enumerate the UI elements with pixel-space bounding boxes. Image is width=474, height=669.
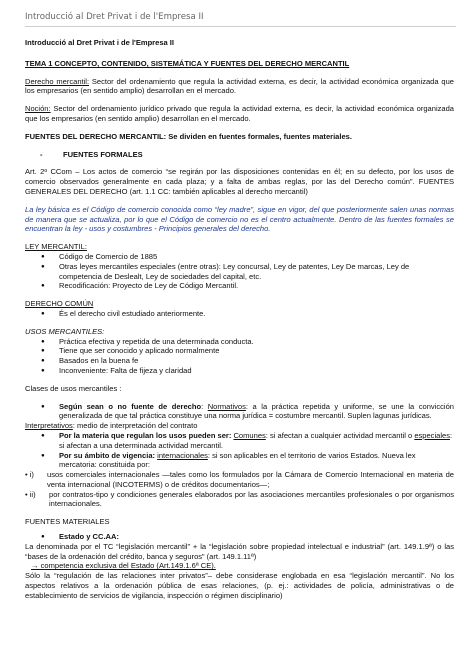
list-item: ● Recodificación: Proyecto de Ley de Código Mercantil. bbox=[25, 281, 454, 291]
usos-list bbox=[25, 337, 454, 376]
item-lead: Según sean o no fuente de derecho bbox=[59, 401, 202, 411]
definition-text: Sector del ordenamiento que regula la actividad externa, es decir, la actividad económica organizada que los empresarios (en sentido amplio) desarrollan en el mercado. bbox=[25, 76, 454, 96]
document-body bbox=[25, 36, 454, 601]
tema-heading: TEMA 1 CONCEPTO, CONTENIDO, SISTEMÁTICA Y FUENTES DEL DERECHO MERCANTIL bbox=[25, 58, 350, 68]
item-text: : si son aplicables en el territorio de varios Estados. Nueva lex mercatoria: constituida por: bbox=[59, 450, 416, 470]
item-marker: • ii) bbox=[25, 489, 36, 499]
clases-list bbox=[25, 402, 454, 422]
list-item: ● Práctica efectiva y repetida de una determinada conducta. bbox=[25, 337, 454, 347]
usos-heading: USOS MERCANTILES: bbox=[25, 326, 105, 336]
ley-mercantil-heading: LEY MERCANTIL: bbox=[25, 242, 87, 252]
header-divider bbox=[25, 26, 456, 27]
doc-title: Introducció al Dret Privat i de l'Empresa II bbox=[25, 38, 175, 47]
ley-basica-paragraph: La ley básica es el Código de comercio conocida como “ley madre”, sigue en vigor, del que posteriormente salen unas normas de manera que se actualiza, por lo que el Código de comercio no es el centro actualmente. Dentro de las fuentes formales se encuentran la ley - usos y costumbres - Principios generales del derecho. bbox=[25, 204, 454, 234]
lex-mercatoria-item-1 bbox=[25, 470, 454, 490]
list-item: ● Inconveniente: Falta de fijeza y claridad bbox=[25, 366, 454, 376]
lex-mercatoria-item-2 bbox=[25, 490, 454, 510]
item-text: : si afectan a una determinada actividad mercantil. bbox=[59, 430, 453, 450]
item-term: Comunes bbox=[233, 430, 266, 440]
list-item: ● Estado y CC.AA: bbox=[25, 532, 454, 542]
list-item: ● Otras leyes mercantiles especiales (entre otras): Ley concursal, Ley de patentes, Ley De marcas, Ley de competencia de Deslealt, Ley de sociedades del capital, etc. bbox=[25, 262, 454, 282]
item-term: especiales bbox=[414, 430, 450, 440]
item-text: usos comerciales internacionales —tales como los formulados por la Cámara de Comercio Internacional en materia de venta internacional (INCOTERMS) o de créditos documentarios—; bbox=[47, 470, 454, 489]
fuentes-materiales-list bbox=[25, 532, 454, 542]
solo-paragraph: Sólo la “regulación de las relaciones inter privatos”– debe considerase englobada en esa “legislación mercantil”. No los aspectos relativos a la ordenación pública de esas relaciones, (p. ej.: actividades de policía, administrativas o de establecimiento de servicios de vigilancia, inspección o régimen disciplinario) bbox=[25, 571, 454, 600]
fuentes-formales-heading: - FUENTES FORMALES bbox=[25, 150, 454, 160]
item-term: Normativos bbox=[207, 401, 246, 411]
list-item bbox=[25, 431, 454, 451]
tc-paragraph: La denominada por el TC “legislación mercantil” + la “legislación sobre propiedad intelectual e industrial” (art. 149.1.9ª) o las “bases de la ordenación del crédito, banca y seguros” (art. 149.1.11ª) bbox=[25, 541, 454, 561]
competencia-line: → competencia exclusiva del Estado (Art.149.1.6ª CE). bbox=[31, 561, 216, 571]
definition-nocion bbox=[25, 104, 454, 124]
item-text: : si afectan a cualquier actividad mercantil o bbox=[265, 430, 413, 440]
item-text: : a la práctica repetida y uniforme, se une la convicción generalizada de que tal práctica constituye una norma jurídica = costumbre mercantil. Suplen lagunas jurídicas. bbox=[59, 401, 454, 421]
definition-text: Sector del ordenamiento jurídico privado que regula la actividad externa, es decir, la actividad económica organizada que los empresarios (en sentido amplio) desarrollan en el mercado. bbox=[25, 104, 454, 123]
derecho-comun-list bbox=[25, 309, 454, 319]
list-item: ● Basados en la buena fe bbox=[25, 356, 454, 366]
derecho-comun-heading: DERECHO COMÚN bbox=[25, 299, 94, 309]
list-item: ● Código de Comercio de 1885 bbox=[25, 252, 454, 262]
item-lead: Por su ámbito de vigencia: bbox=[59, 450, 156, 460]
interpretativos-line bbox=[25, 421, 454, 431]
fuentes-heading: FUENTES DEL DERECHO MERCANTIL: Se dividen en fuentes formales, fuentes materiales. bbox=[25, 131, 352, 141]
art2-paragraph: Art. 2º CCom – Los actos de comercio “se regirán por las disposiciones contenidas en él; en su defecto, por los usos de comercio observados generalmente en cada plaza; y a falta de ambas reglas, por las del Derecho común”. FUENTES GENERALES DEL DERECHO (art. 1.1 CC: también aplicables al derecho mercantil) bbox=[25, 167, 454, 196]
item-term: Interpretativos bbox=[25, 421, 73, 431]
fuentes-materiales-heading: FUENTES MATERIALES bbox=[25, 517, 110, 527]
clases-heading: Clases de usos mercantiles : bbox=[25, 383, 122, 393]
definition-term: Noción: bbox=[25, 104, 51, 114]
item-text: : medio de interpretación del contrato bbox=[72, 421, 198, 431]
definition-term: Derecho mercantil: bbox=[25, 76, 90, 86]
item-marker: • i) bbox=[25, 470, 34, 480]
list-item: ● Tiene que ser conocido y aplicado normalmente bbox=[25, 346, 454, 356]
running-header: Introducció al Dret Privat i de l'Empresa II bbox=[25, 12, 204, 22]
item-text: por contratos-tipo y condiciones generales elaborados por las asociaciones mercantiles profesionales o por organismos internacionales. bbox=[49, 489, 454, 509]
list-item: ● És el derecho civil estudiado anteriormente. bbox=[25, 309, 454, 319]
clases-list-2 bbox=[25, 431, 454, 470]
ley-mercantil-list bbox=[25, 252, 454, 291]
item-lead: Por la materia que regulan los usos pueden ser: bbox=[59, 430, 232, 440]
definition-derecho-mercantil bbox=[25, 77, 454, 97]
item-term: internacionales bbox=[157, 450, 208, 460]
list-item bbox=[25, 402, 454, 422]
list-item bbox=[25, 451, 454, 471]
separator: : bbox=[201, 401, 208, 411]
